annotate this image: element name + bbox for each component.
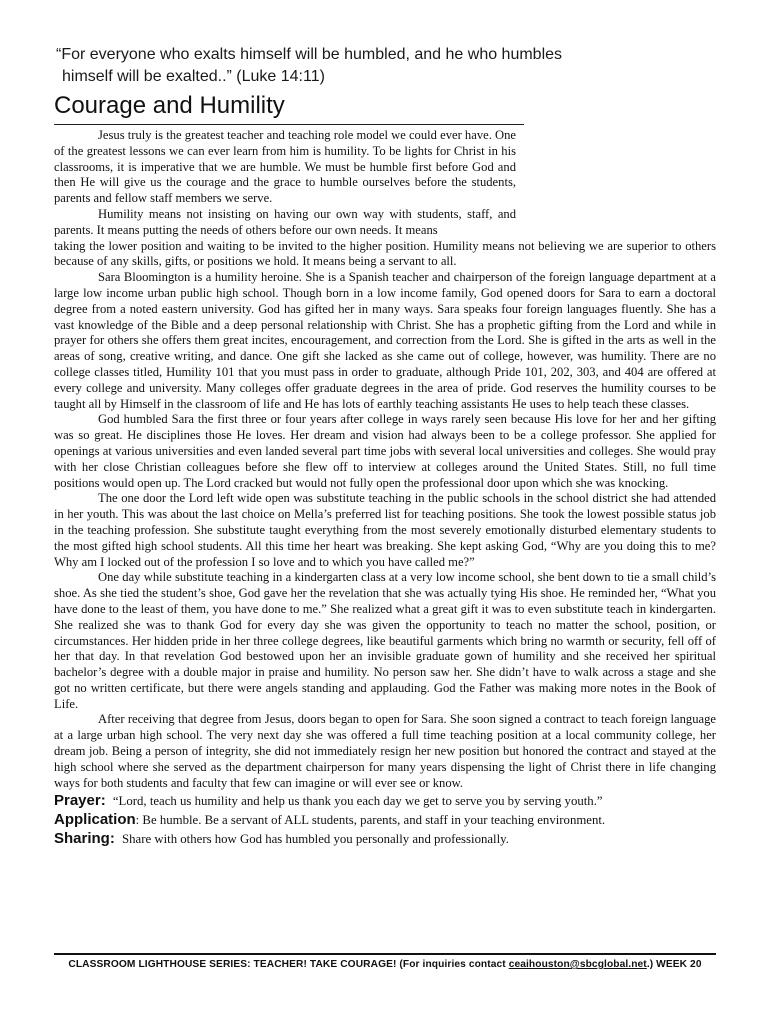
footer-text-after: .) WEEK 20 <box>646 959 702 970</box>
series-footer <box>54 953 716 970</box>
prayer-section <box>54 793 716 810</box>
paragraph-1: Jesus truly is the greatest teacher and teaching role model we could ever have. One of the greatest lessons we can ever learn from him is humility. To be lights for Christ in his classrooms, it is imperative that we are humble. We must be humble first before God and then He will give us the courage and the grace to humble ourselves before the students, parents and fellow staff members we serve. <box>54 128 516 206</box>
prayer-text: “Lord, teach us humility and help us thank you each day we get to serve you by serving youth.” <box>112 794 603 809</box>
sharing-text: Share with others how God has humbled you personally and professionally. <box>122 832 509 847</box>
quote-line-1: “For everyone who exalts himself will be humbled, and he who humbles <box>56 46 563 63</box>
application-text: : Be humble. Be a servant of ALL students, parents, and staff in your teaching environment. <box>135 813 606 828</box>
prayer-label: Prayer: <box>54 792 106 810</box>
paragraph-3: Sara Bloomington is a humility heroine. She is a Spanish teacher and chairperson of the foreign language department at a large low income urban public high school. Though born in a low income family, God opened doors for Sara to earn a doctoral degree from a noted eastern university. God has gifted her in many ways. Sara speaks four foreign languages fluently. She has a vast knowledge of the Bible and a deep personal relationship with Christ. She has a prophetic gifting from the Lord and while in prayer for others she offers them great incites, encouragement, and correction from the Lord. She is gifted in the arts as well in the areas of song, creative writing, and dance. One gift she lacked as she came out of college, however, was humility. There are no college classes titled, Humility 101 that you must pass in order to graduate, although Pride 101, 202, 303, and 404 are offered at every college and university. Many colleges offer graduate degrees in the area of pride. God reserves the humility courses to be taught all by Himself in the classroom of life and He has lots of earthly teaching assistants He uses to help teach these classes. <box>54 270 716 411</box>
scripture-quote <box>56 44 576 88</box>
paragraph-5: The one door the Lord left wide open was substitute teaching in the public schools in the school district she had attended in her youth. This was about the last choice on Mella’s preferred list for teaching positions. She took the lowest possible status job in the teaching profession. She substitute taught everything from the most severely emotionally disturbed elementary students to the most gifted high school students. All this time her heart was breaking. She kept asking God, “Why are you doing this to me? Why am I locked out of the profession I so love and to which you have called me?” <box>54 491 716 569</box>
article-body <box>54 128 716 848</box>
application-label: Application <box>54 811 136 829</box>
sharing-label: Sharing: <box>54 830 115 848</box>
contact-email-link[interactable]: ceaihouston@sbcglobal.net <box>508 959 647 970</box>
paragraph-6: One day while substitute teaching in a kindergarten class at a very low income school, she bent down to tie a small child’s shoe. As she tied the student’s shoe, God gave her the revelation that she was actually tying His shoe. He reminded her, “What you have done to the least of them, you have done to me.” She realized what a great gift it was to even substitute teach in kindergarten. She realized she was to thank God for every day she was given the opportunity to teach no matter the school, position, or circumstances. Her hidden pride in her three college degrees, like beautiful garments which bring no warmth or security, fell off of her that day. In that revelation God bestowed upon her an invisible graduate gown of humility and she received her spiritual bachelor’s degree with a double major in praise and humility. No person saw her. She didn’t have to walk across a stage and she got no written certificate, but there were angels standing and applauding. God the Father was making more notes in the Book of Life. <box>54 570 716 711</box>
paragraph-2-start: Humility means not insisting on having our own way with students, staff, and parents. It means putting the needs of others before our own needs. It means <box>54 206 516 237</box>
paragraph-4: God humbled Sara the first three or four years after college in ways rarely seen because His love for her and her gifting was so great. He disciplines those He loves. Her dream and vision had always been to be a college professor. She applied for openings at various universities and even landed several part time jobs with several local universities and colleges. She would pray with her close Christian colleagues before she flew off to interview at colleges around the United States. Still, no full time positions would open up. The Lord cracked but would not fully open the professional door upon which she was knocking. <box>54 412 716 490</box>
page-title: Courage and Humility <box>54 92 524 125</box>
quote-line-2: himself will be exalted..” (Luke 14:11) <box>62 68 325 85</box>
paragraph-7: After receiving that degree from Jesus, doors began to open for Sara. She soon signed a contract to teach foreign language at a large urban high school. The very next day she was offered a full time teaching position at a local community college, her dream job. Being a person of integrity, she did not immediately resign her new position but honored the contract and stayed at the high school where she served as the department chairperson for many years dispensing the light of Christ there in life changing ways for both students and faculty that few can imagine or will ever see or know. <box>54 712 716 790</box>
application-section <box>54 812 716 829</box>
footer-text-before: CLASSROOM LIGHTHOUSE SERIES: TEACHER! TAKE COURAGE! (For inquiries contact <box>68 959 509 970</box>
paragraph-2-end: taking the lower position and waiting to be invited to the higher position. Humility means not believing we are superior to others because of any skills, gifts, or positions we hold. It means being a servant to all. <box>54 238 716 269</box>
sharing-section <box>54 831 716 848</box>
